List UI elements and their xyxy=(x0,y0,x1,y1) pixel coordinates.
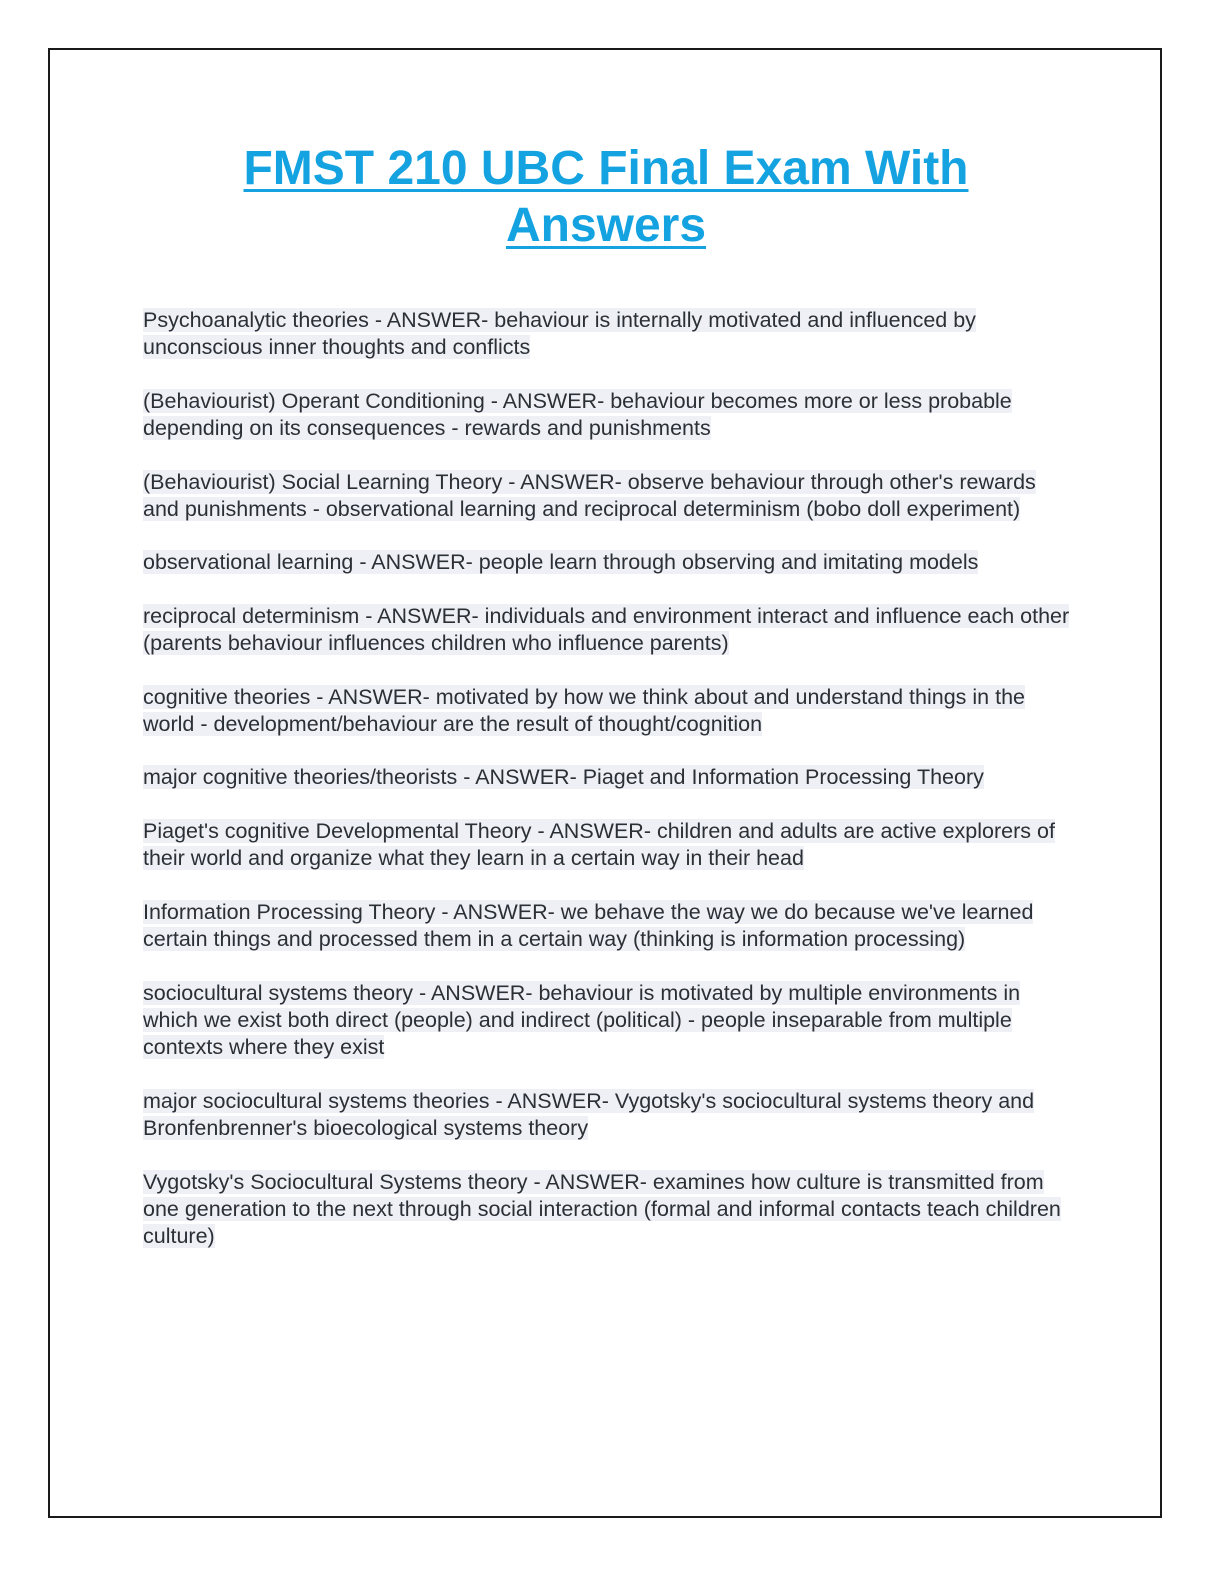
qa-entry xyxy=(143,603,1073,658)
qa-list xyxy=(143,307,1073,1277)
qa-entry xyxy=(143,980,1073,1062)
qa-entry xyxy=(143,764,1073,791)
qa-entry-text: observational learning - ANSWER- people learn through observing and imitating models xyxy=(143,550,979,575)
qa-entry xyxy=(143,388,1073,443)
qa-entry-text: Information Processing Theory - ANSWER- we behave the way we do because we've learned certain things and processed them in a certain way (thinking is information processing) xyxy=(143,899,1034,952)
qa-entry xyxy=(143,469,1073,524)
qa-entry xyxy=(143,899,1073,954)
qa-entry-text: (Behaviourist) Social Learning Theory - ANSWER- observe behaviour through other's rewards and punishments - observational learning and reciprocal determinism (bobo doll experiment) xyxy=(143,469,1036,522)
qa-entry-text: Piaget's cognitive Developmental Theory - ANSWER- children and adults are active explorers of their world and organize what they learn in a certain way in their head xyxy=(143,818,1055,871)
document-title[interactable]: FMST 210 UBC Final Exam With Answers xyxy=(243,142,969,252)
qa-entry xyxy=(143,818,1073,873)
qa-entry-text: sociocultural systems theory - ANSWER- behaviour is motivated by multiple environments in which we exist both direct (people) and indirect (political) - people inseparable from multiple contexts where they exist xyxy=(143,980,1021,1060)
qa-entry-text: major sociocultural systems theories - ANSWER- Vygotsky's sociocultural systems theory and Bronfenbrenner's bioecological systems theory xyxy=(143,1088,1035,1141)
qa-entry-text: Vygotsky's Sociocultural Systems theory - ANSWER- examines how culture is transmitted from one generation to the next through social interaction (formal and informal contacts teach children culture) xyxy=(143,1169,1061,1249)
qa-entry-text: (Behaviourist) Operant Conditioning - ANSWER- behaviour becomes more or less probable depending on its consequences - rewards and punishments xyxy=(143,388,1012,441)
qa-entry-text: Psychoanalytic theories - ANSWER- behaviour is internally motivated and influenced by unconscious inner thoughts and conflicts xyxy=(143,308,976,360)
qa-entry-text: cognitive theories - ANSWER- motivated by how we think about and understand things in the world - development/behaviour are the result of thought/cognition xyxy=(143,684,1025,737)
qa-entry xyxy=(143,1169,1073,1251)
qa-entry-text: reciprocal determinism - ANSWER- individuals and environment interact and influence each other (parents behaviour influences children who influence parents) xyxy=(143,603,1070,656)
qa-entry xyxy=(143,307,1073,362)
qa-entry-text: major cognitive theories/theorists - ANSWER- Piaget and Information Processing Theory xyxy=(143,765,984,790)
qa-entry xyxy=(143,684,1073,739)
qa-entry xyxy=(143,549,1073,576)
qa-entry xyxy=(143,1088,1073,1143)
